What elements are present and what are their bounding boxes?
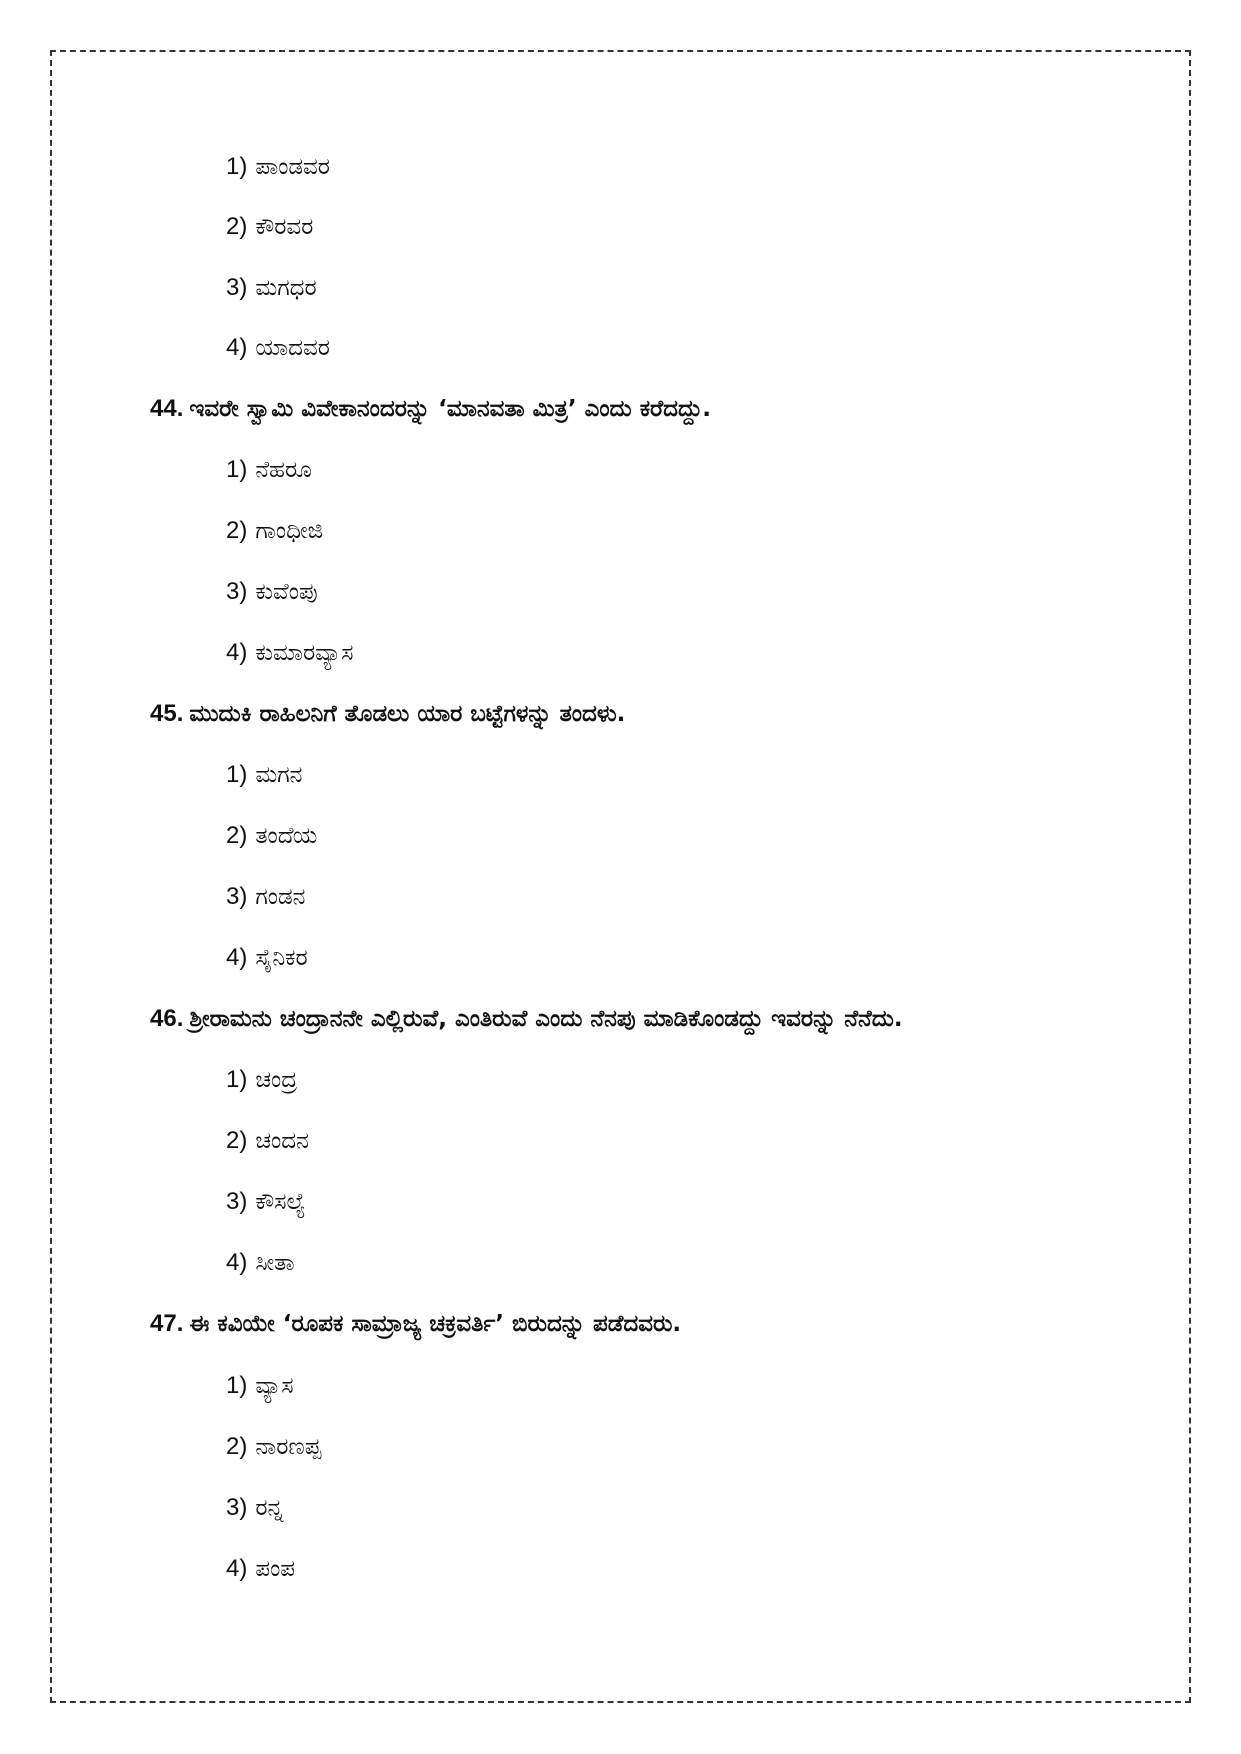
option-number: 2) [226,517,248,544]
question-number: 45. [150,700,184,727]
option-text: ನಾರಣಪ್ಪ [255,1434,322,1460]
option-46-4 [226,1248,295,1278]
option-text: ಕೌಸಲ್ಯೆ [255,1189,306,1215]
option-number: 2) [226,1127,248,1154]
option-44-1 [226,455,312,485]
question-47 [150,1309,681,1339]
option-number: 3) [226,1494,248,1521]
option-number: 1) [226,761,248,788]
option-text: ಗಂಡನ [255,884,306,910]
option-number: 4) [226,639,248,666]
option-47-3 [226,1493,283,1523]
option-46-2 [226,1126,309,1156]
option-45-2 [226,821,317,851]
question-45 [150,699,625,729]
option-text: ಯಾದವರ [255,335,330,361]
option-45-1 [226,760,302,790]
option-47-2 [226,1432,321,1462]
option-text: ಚಂದನ [255,1128,309,1154]
option-47-1 [226,1371,294,1401]
page-border [50,50,1191,1703]
question-text: ಮುದುಕಿ ರಾಹಿಲನಿಗೆ ತೊಡಲು ಯಾರ ಬಟ್ಟೆಗಳನ್ನು ತಂದಳು. [189,701,626,727]
option-prev-2 [226,212,313,242]
option-text: ಗಾಂಧೀಜಿ [255,518,324,544]
option-number: 3) [226,578,248,605]
option-44-3 [226,577,318,607]
question-text: ಇವರೇ ಸ್ವಾಮಿ ವಿವೇಕಾನಂದರನ್ನು ‘ಮಾನವತಾ ಮಿತ್ರ’ ಎಂದು ಕರೆದದ್ದು. [189,396,712,422]
question-number: 44. [150,395,184,422]
option-number: 2) [226,1433,248,1460]
option-45-4 [226,943,308,973]
option-number: 1) [226,153,248,180]
option-text: ವ್ಯಾಸ [255,1373,294,1399]
question-text: ಈ ಕವಿಯೇ ‘ರೂಪಕ ಸಾಮ್ರಾಜ್ಯ ಚಕ್ರವರ್ತಿ’ ಬಿರುದನ್ನು ಪಡೆದವರು. [189,1311,682,1337]
option-text: ತಂದೆಯ [255,823,318,849]
option-text: ಪಾಂಡವರ [255,154,330,180]
option-text: ಕೌರವರ [255,214,314,240]
option-prev-3 [226,273,317,303]
option-prev-1 [226,152,330,182]
option-text: ಪಂಪ [255,1556,296,1582]
question-46 [150,1004,903,1034]
option-text: ಕುಮಾರವ್ಯಾಸ [255,640,354,666]
option-46-1 [226,1065,297,1095]
option-number: 1) [226,1372,248,1399]
option-46-3 [226,1187,305,1217]
option-44-4 [226,638,353,668]
option-text: ಮಗಧರ [255,275,317,301]
option-text: ಚಂದ್ರ [255,1067,298,1093]
option-number: 3) [226,883,248,910]
option-number: 2) [226,213,248,240]
option-text: ಕುವೆಂಪು [255,579,318,605]
option-prev-4 [226,333,330,363]
option-number: 4) [226,944,248,971]
option-45-3 [226,882,305,912]
option-number: 1) [226,1066,248,1093]
option-text: ಸೀತಾ [255,1250,295,1276]
option-number: 4) [226,1555,248,1582]
option-number: 4) [226,334,248,361]
option-number: 2) [226,822,248,849]
option-number: 3) [226,274,248,301]
question-number: 46. [150,1005,184,1032]
option-text: ರನ್ನ [255,1495,284,1521]
question-text: ಶ್ರೀರಾಮನು ಚಂದ್ರಾನನೇ ಎಲ್ಲಿರುವೆ, ಎಂತಿರುವೆ ಎಂದು ನೆನಪು ಮಾಡಿಕೊಂಡದ್ದು ಇವರನ್ನು ನೆನೆದು. [189,1006,903,1032]
question-44 [150,394,711,424]
option-number: 3) [226,1188,248,1215]
option-text: ಸೈನಿಕರ [255,945,308,971]
option-number: 1) [226,456,248,483]
option-text: ನೆಹರೂ [255,457,312,483]
question-number: 47. [150,1310,184,1337]
option-number: 4) [226,1249,248,1276]
option-47-4 [226,1554,295,1584]
option-44-2 [226,516,323,546]
option-text: ಮಗನ [255,762,303,788]
